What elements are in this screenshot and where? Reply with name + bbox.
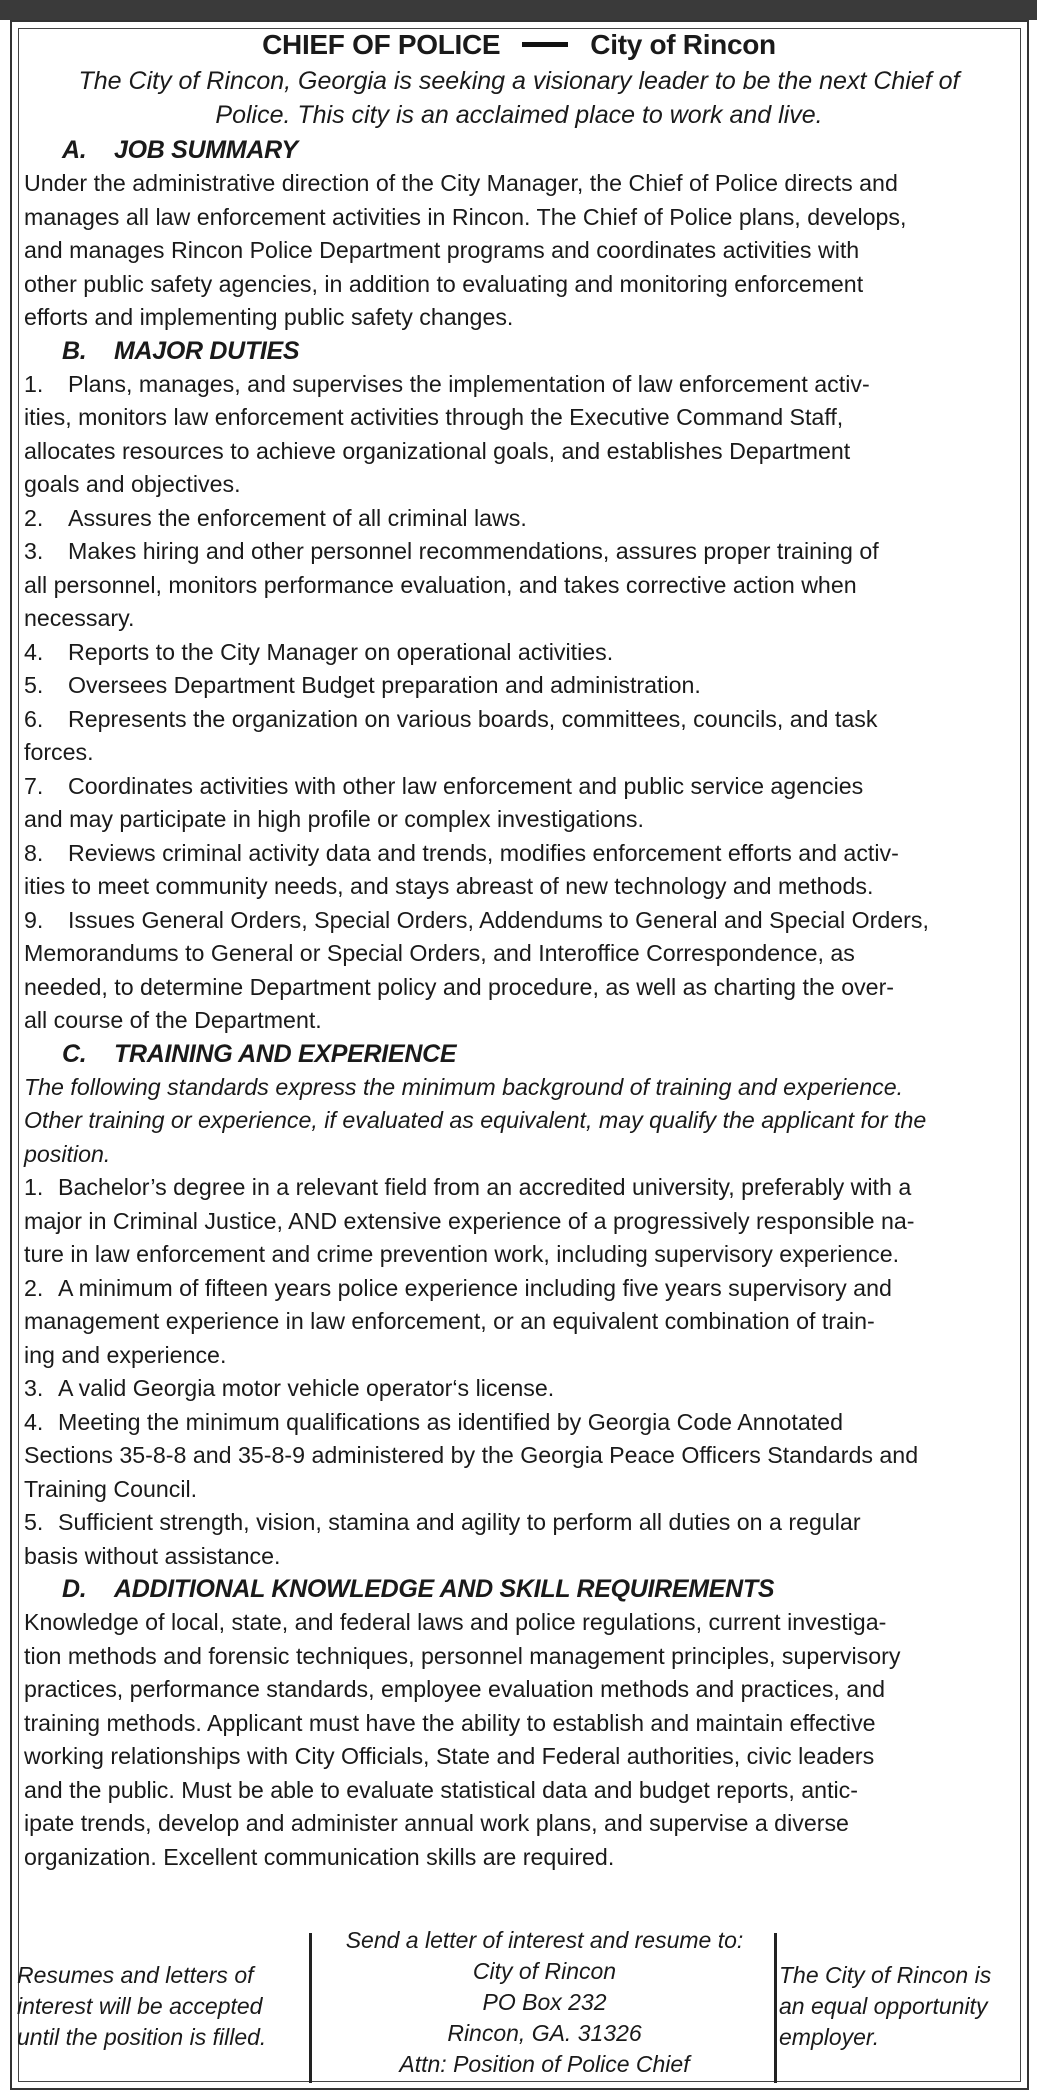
text-line: Oversees Department Budget preparation and administration. (68, 672, 701, 698)
training-list (24, 1171, 1014, 1573)
text-line: manages all law enforcement activities in Rincon. The Chief of Police plans, develops, (24, 203, 907, 230)
text-line: Knowledge of local, state, and federal laws and police regulations, current investiga- (24, 1609, 887, 1635)
text-line: forces. (24, 739, 94, 765)
list-item (24, 904, 1014, 938)
text-line: ing and experience. (24, 1341, 227, 1368)
text-line: other public safety agencies, in addition to evaluating and monitoring enforcement (24, 270, 864, 297)
text-line: A minimum of fifteen years police experience including five years supervisory and (58, 1274, 892, 1301)
text-line: ities, monitors law enforcement activities through the Executive Command Staff, (24, 404, 844, 430)
section-d-body (24, 1606, 1014, 1874)
text-line: Reviews criminal activity data and trends, modifies enforcement efforts and activ- (68, 839, 899, 866)
text-line: goals and objectives. (24, 471, 241, 497)
top-border-bar (0, 0, 1037, 20)
text-line: interest will be accepted (17, 1993, 263, 2019)
text-line: Assures the enforcement of all criminal laws. (68, 504, 527, 531)
text-line: City of Rincon (472, 1958, 617, 1984)
text-line: Meeting the minimum qualifications as identified by Georgia Code Annotated (58, 1408, 843, 1435)
section-letter: C. (62, 1039, 87, 1068)
text-line: needed, to determine Department policy and procedure, as well as charting the over- (24, 973, 895, 1000)
text-line: Resumes and letters of (17, 1962, 254, 1988)
contact-footer (17, 1925, 1017, 2085)
section-letter: B. (62, 336, 87, 365)
text-line: The City of Rincon is (779, 1962, 992, 1988)
item-number: 5. (24, 672, 44, 698)
list-item (24, 502, 1014, 536)
item-number: 1. (24, 370, 44, 397)
text-line: Represents the organization on various boards, committees, councils, and task (68, 705, 878, 732)
text-line: Coordinates activities with other law enforcement and public service agencies (68, 772, 864, 799)
text-line: Makes hiring and other personnel recommendations, assures proper training of (68, 538, 879, 564)
text-line: all course of the Department. (24, 1007, 322, 1033)
item-number: 3. (24, 538, 44, 564)
list-item (24, 636, 1014, 670)
title-position: CHIEF OF POLICE (262, 29, 501, 60)
text-line: and manages Rincon Police Department programs and coordinates activities with (24, 237, 860, 263)
list-item (24, 535, 1014, 569)
text-line: tion methods and forensic techniques, personnel management principles, supervisory (24, 1642, 901, 1669)
list-item (24, 1372, 1014, 1406)
intro-line: The City of Rincon, Georgia is seeking a visionary leader to be the next Chief of (78, 67, 960, 95)
footer-eoe-note (779, 1960, 1019, 2053)
footer-divider-right (774, 1933, 777, 2083)
section-c-intro (24, 1071, 1014, 1172)
text-line: all personnel, monitors performance evaluation, and takes corrective action when (24, 571, 857, 598)
duties-list (24, 368, 1014, 1038)
item-number: 1. (24, 1174, 44, 1200)
text-line: Memorandums to General or Special Orders, and Interoffice Correspondence, as (24, 940, 855, 966)
text-line: Bachelor’s degree in a relevant field from an accredited university, preferably with a (58, 1174, 912, 1200)
text-line: until the position is filled. (17, 2024, 267, 2050)
section-d-heading (62, 1573, 1014, 1606)
item-number: 2. (24, 1274, 44, 1301)
text-line: A valid Georgia motor vehicle operator‘s license. (58, 1375, 555, 1401)
text-line: working relationships with City Officials, State and Federal authorities, civic leaders (24, 1743, 875, 1769)
text-line: ipate trends, develop and administer annual work plans, and supervise a diverse (24, 1810, 849, 1836)
list-item (24, 1506, 1014, 1540)
text-line: an equal opportunity (779, 1993, 988, 2019)
footer-mailing-address (317, 1925, 772, 2080)
text-line: allocates resources to achieve organizational goals, and establishes Department (24, 437, 851, 464)
text-line: Attn: Position of Police Chief (399, 2051, 690, 2077)
item-number: 4. (24, 638, 44, 665)
list-item (24, 1171, 1014, 1205)
text-line: necessary. (24, 605, 135, 631)
text-line: Reports to the City Manager on operational activities. (68, 638, 614, 665)
text-line: employer. (779, 2024, 880, 2050)
text-line: Other training or experience, if evaluated as equivalent, may qualify the applicant for the (24, 1107, 927, 1133)
title-dash (522, 42, 568, 47)
list-item (24, 1406, 1014, 1440)
item-number: 2. (24, 504, 44, 531)
item-number: 7. (24, 772, 44, 799)
title-city: City of Rincon (590, 29, 776, 60)
item-number: 9. (24, 906, 44, 933)
item-number: 8. (24, 839, 44, 866)
text-line: PO Box 232 (482, 1989, 607, 2015)
text-line: Issues General Orders, Special Orders, Addendums to General and Special Orders, (68, 906, 929, 933)
section-title: TRAINING AND EXPERIENCE (114, 1039, 457, 1068)
list-item (24, 669, 1014, 703)
list-item (24, 368, 1014, 402)
text-line: management experience in law enforcement, or an equivalent combination of train- (24, 1308, 875, 1334)
text-line: Sufficient strength, vision, stamina and agility to perform all duties on a regular (58, 1509, 861, 1535)
list-item (24, 703, 1014, 737)
item-number: 4. (24, 1408, 44, 1435)
section-a-body (24, 167, 1014, 335)
footer-divider-left (309, 1933, 312, 2083)
text-line: Sections 35-8-8 and 35-8-9 administered by the Georgia Peace Officers Standards and (24, 1442, 919, 1468)
section-b-heading (62, 335, 1014, 368)
page-title (24, 28, 1014, 62)
text-line: and may participate in high profile or complex investigations. (24, 806, 644, 832)
text-line: ities to meet community needs, and stays abreast of new technology and methods. (24, 873, 874, 899)
list-item (24, 837, 1014, 871)
text-line: and the public. Must be able to evaluate statistical data and budget reports, antic- (24, 1776, 858, 1803)
text-line: organization. Excellent communication skills are required. (24, 1843, 615, 1870)
text-line: Training Council. (24, 1475, 198, 1502)
text-line: basis without assistance. (24, 1542, 281, 1569)
item-number: 5. (24, 1509, 44, 1535)
section-letter: A. (62, 136, 87, 164)
text-line: Plans, manages, and supervises the implementation of law enforcement activ- (68, 370, 870, 397)
text-line: position. (24, 1140, 111, 1167)
text-line: ture in law enforcement and crime prevention work, including supervisory experience. (24, 1241, 900, 1267)
text-line: Under the administrative direction of the City Manager, the Chief of Police directs and (24, 170, 898, 196)
posting-content (24, 28, 1014, 1874)
section-title: MAJOR DUTIES (114, 336, 300, 365)
footer-deadline-note (17, 1960, 307, 2053)
text-line: The following standards express the minimum background of training and experience. (24, 1073, 904, 1100)
section-title: JOB SUMMARY (114, 136, 298, 164)
text-line: major in Criminal Justice, AND extensive experience of a progressively responsible na- (24, 1207, 915, 1234)
text-line: training methods. Applicant must have the ability to establish and maintain effective (24, 1709, 876, 1736)
item-number: 3. (24, 1375, 44, 1401)
section-c-heading (62, 1038, 1014, 1071)
text-line: efforts and implementing public safety changes. (24, 304, 514, 330)
section-letter: D. (62, 1575, 87, 1603)
text-line: Rincon, GA. 31326 (447, 2020, 642, 2046)
list-item (24, 770, 1014, 804)
section-a-heading (62, 134, 1014, 167)
intro-text (24, 64, 1014, 132)
text-line: Send a letter of interest and resume to: (345, 1927, 744, 1953)
section-title: ADDITIONAL KNOWLEDGE AND SKILL REQUIREMENTS (114, 1575, 775, 1603)
item-number: 6. (24, 705, 44, 732)
intro-line: Police. This city is an acclaimed place to work and live. (215, 101, 823, 129)
list-item (24, 1272, 1014, 1306)
text-line: practices, performance standards, employee evaluation methods and practices, and (24, 1676, 885, 1702)
